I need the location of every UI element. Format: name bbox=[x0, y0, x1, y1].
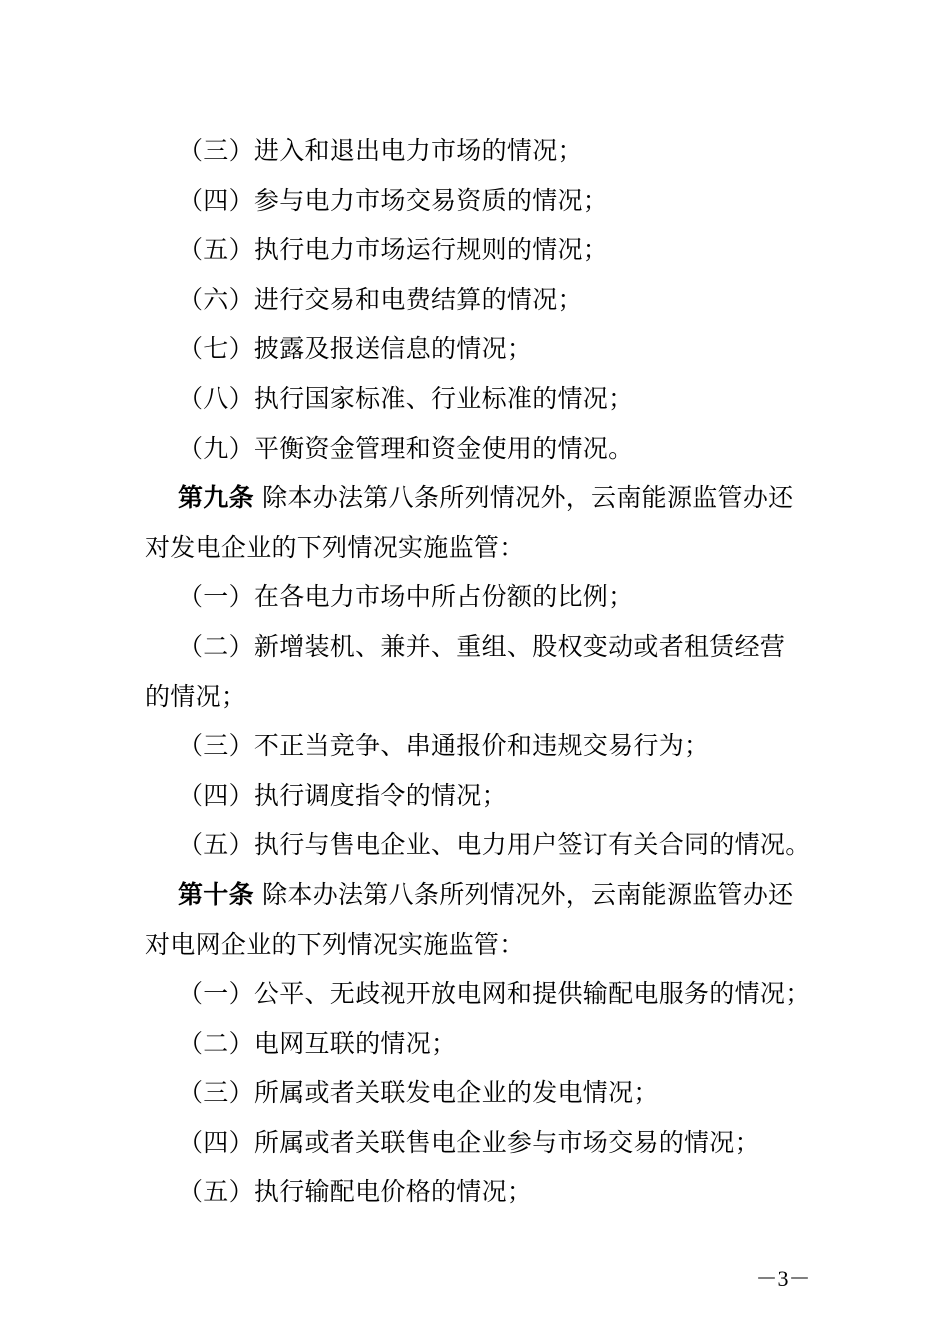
list-item: （五）执行与售电企业、电力用户签订有关合同的情况。 bbox=[178, 830, 811, 860]
article-9-intro: 除本办法第八条所列情况外，云南能源监管办还对发电企业的下列情况实施监管： bbox=[145, 483, 794, 562]
list-item: （五）执行电力市场运行规则的情况； bbox=[178, 235, 609, 265]
list-item: （二）新增装机、兼并、重组、股权变动或者租赁经营的情况； bbox=[145, 631, 786, 711]
list-item: （二）电网互联的情况； bbox=[178, 1028, 457, 1058]
list-item: （四）执行调度指令的情况； bbox=[178, 780, 507, 810]
list-item: （八）执行国家标准、行业标准的情况； bbox=[178, 383, 634, 413]
list-item: （六）进行交易和电费结算的情况； bbox=[178, 284, 583, 314]
list-item: （三）所属或者关联发电企业的发电情况； bbox=[178, 1078, 659, 1108]
article-9-paragraph bbox=[145, 473, 810, 572]
article-10-title: 第十条 bbox=[178, 879, 254, 909]
article-9-title: 第九条 bbox=[178, 483, 254, 513]
list-item: （五）执行输配电价格的情况； bbox=[178, 1177, 533, 1207]
list-item: （三）不正当竞争、串通报价和违规交易行为； bbox=[178, 731, 710, 761]
page-number: －3－ bbox=[755, 1266, 811, 1291]
list-item: （七）披露及报送信息的情况； bbox=[178, 334, 533, 364]
list-item: （一）公平、无歧视开放电网和提供输配电服务的情况； bbox=[178, 979, 811, 1009]
list-item: （四）所属或者关联售电企业参与市场交易的情况； bbox=[178, 1127, 760, 1157]
article-10-paragraph bbox=[145, 870, 810, 969]
article-10-intro: 除本办法第八条所列情况外，云南能源监管办还对电网企业的下列情况实施监管： bbox=[145, 879, 794, 959]
list-item: （一）在各电力市场中所占份额的比例； bbox=[178, 582, 634, 612]
list-item: （四）参与电力市场交易资质的情况； bbox=[178, 185, 609, 215]
list-item: （九）平衡资金管理和资金使用的情况。 bbox=[178, 433, 634, 463]
document-body bbox=[145, 126, 810, 1217]
list-item: （三）进入和退出电力市场的情况； bbox=[178, 136, 583, 165]
